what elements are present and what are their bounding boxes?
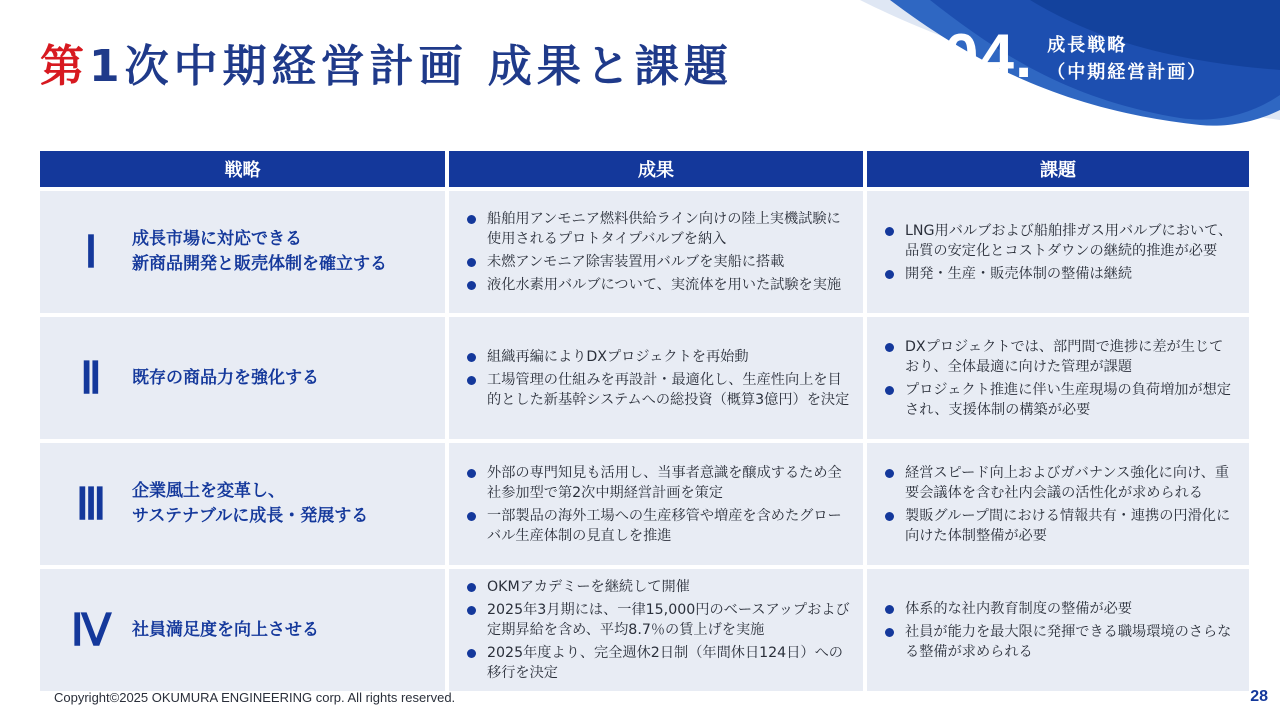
strategy-cell [40,443,445,565]
strategy-cell [40,191,445,313]
result-item: 2025年3月期には、一律15,000円のベースアップおよび定期昇給を含め、平均8.7％の賃上げを実施 [465,600,851,640]
section-title-line1: 成長戦略 [1047,35,1128,56]
result-item: 一部製品の海外工場への生産移管や増産を含めたグローバル生産体制の見直しを推進 [465,506,851,546]
strategy-text [132,618,319,643]
issue-item: 製販グループ間における情報共有・連携の円滑化に向けた体制整備が必要 [883,506,1237,546]
strategy-line: 企業風土を変革し、 [132,481,285,501]
results-cell [449,569,863,691]
result-item: 船舶用アンモニア燃料供給ライン向けの陸上実機試験に使用されるプロトタイプバルブを納入 [465,209,851,249]
page-number: 28 [1250,688,1268,705]
table-row [40,191,1249,313]
strategy-line: 社員満足度を向上させる [132,619,319,640]
results-issues-table [36,147,1253,695]
issue-item: 開発・生産・販売体制の整備は継続 [883,264,1237,284]
results-cell [449,191,863,313]
strategy-cell [40,317,445,439]
strategy-numeral: Ⅲ [75,479,107,529]
issue-item: 経営スピード向上およびガバナンス強化に向け、重要会議体を含む社内会議の活性化が求められる [883,463,1237,503]
strategy-numeral: Ⅱ [80,353,102,403]
column-header-strategy: 戦略 [40,151,445,187]
table-row [40,443,1249,565]
result-item: 液化水素用バルブについて、実流体を用いた試験を実施 [465,275,851,295]
issues-cell [867,569,1249,691]
title-accent: 第 [40,41,89,92]
table-row [40,317,1249,439]
results-cell [449,443,863,565]
table-header-row [40,151,1249,187]
title-text: 1次中期経営計画 成果と課題 [89,41,733,92]
section-number: 04. [944,22,1034,91]
strategy-cell [40,569,445,691]
strategy-line: 新商品開発と販売体制を確立する [132,254,387,274]
issue-item: DXプロジェクトでは、部門間で進捗に差が生じており、全体最適に向けた管理が課題 [883,337,1237,377]
result-item: OKMアカデミーを継続して開催 [465,577,851,597]
strategy-line: サステナブルに成長・発展する [132,506,369,526]
strategy-text [132,479,368,529]
issues-cell [867,443,1249,565]
strategy-line: 既存の商品力を強化する [132,367,319,388]
strategy-numeral: Ⅳ [70,605,112,655]
result-item: 外部の専門知見も活用し、当事者意識を醸成するため全社参加型で第2次中期経営計画を策定 [465,463,851,503]
issue-item: プロジェクト推進に伴い生産現場の負荷増加が想定され、支援体制の構築が必要 [883,380,1237,420]
issue-item: 体系的な社内教育制度の整備が必要 [883,599,1237,619]
result-item: 2025年度より、完全週休2日制（年間休日124日）への移行を決定 [465,643,851,683]
result-item: 工場管理の仕組みを再設計・最適化し、生産性向上を目的とした新基幹システムへの総投資（概算3億円）を決定 [465,370,851,410]
section-badge [944,22,1207,92]
strategy-text [132,366,319,391]
issue-item: 社員が能力を最大限に発揮できる職場環境のさらなる整備が求められる [883,622,1237,662]
issue-item: LNG用バルブおよび船舶排ガス用バルブにおいて、品質の安定化とコストダウンの継続的推進が必要 [883,221,1237,261]
page-title [40,30,733,94]
section-title-line2: （中期経営計画） [1047,62,1208,83]
strategy-numeral: Ⅰ [84,227,98,277]
results-cell [449,317,863,439]
copyright-text: Copyright©2025 OKUMURA ENGINEERING corp. All rights reserved. [54,690,456,705]
table-row [40,569,1249,691]
column-header-results: 成果 [449,151,863,187]
issues-cell [867,317,1249,439]
column-header-issues: 課題 [867,151,1249,187]
strategy-text [132,227,387,277]
section-title [1047,32,1207,86]
strategy-line: 成長市場に対応できる [132,229,302,249]
result-item: 未燃アンモニア除害装置用バルブを実船に搭載 [465,252,851,272]
result-item: 組織再編によりDXプロジェクトを再始動 [465,347,851,367]
issues-cell [867,191,1249,313]
